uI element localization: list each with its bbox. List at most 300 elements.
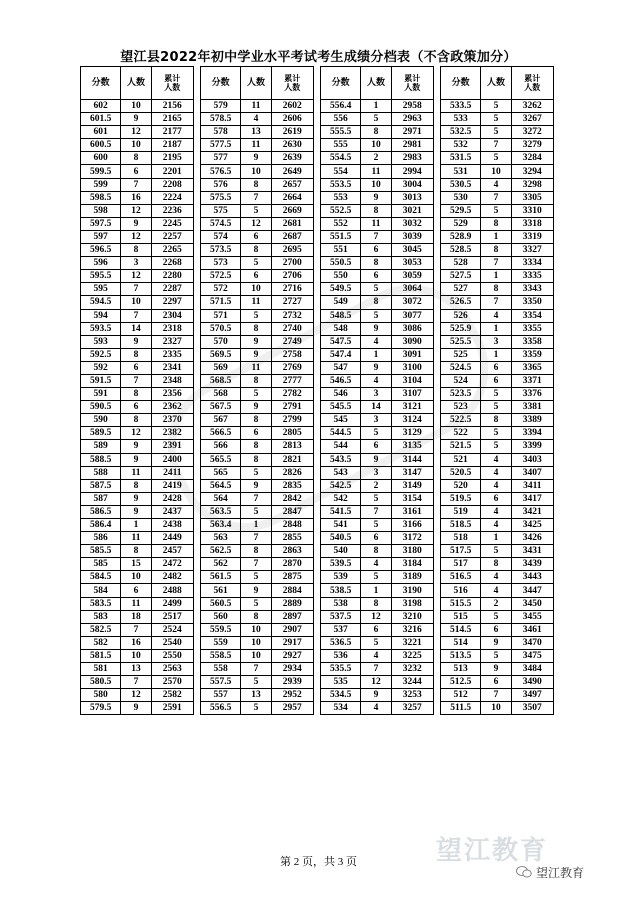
- table-row: [321, 309, 434, 322]
- cell-count: 6: [361, 440, 391, 453]
- cell-count: 8: [241, 244, 271, 257]
- cell-cumulative: 2799: [271, 414, 313, 427]
- cell-count: 5: [481, 440, 511, 453]
- cell-score: 529.5: [441, 204, 481, 217]
- header-cumulative: [511, 67, 553, 100]
- cell-count: 10: [121, 139, 151, 152]
- cell-score: 556: [321, 113, 361, 126]
- cell-count: 8: [241, 414, 271, 427]
- cell-score: 573: [201, 257, 241, 270]
- cell-score: 556.5: [201, 702, 241, 715]
- cell-score: 567.5: [201, 401, 241, 414]
- table-row: [441, 649, 554, 662]
- cell-cumulative: 3262: [511, 100, 553, 113]
- account-logo-area: [436, 830, 626, 890]
- cell-score: 565.5: [201, 453, 241, 466]
- cell-count: 9: [121, 492, 151, 505]
- cell-count: 12: [121, 270, 151, 283]
- table-row: [441, 204, 554, 217]
- cell-score: 528: [441, 257, 481, 270]
- table-row: [441, 558, 554, 571]
- cell-count: 10: [241, 283, 271, 296]
- cell-score: 558.5: [201, 649, 241, 662]
- table-row: [81, 479, 194, 492]
- cell-cumulative: 3216: [391, 623, 433, 636]
- cell-score: 518.5: [441, 519, 481, 532]
- cell-score: 517: [441, 558, 481, 571]
- cell-count: 8: [121, 388, 151, 401]
- table-row: [81, 374, 194, 387]
- cell-count: 9: [121, 505, 151, 518]
- cell-score: 585: [81, 558, 121, 571]
- table-row: [81, 283, 194, 296]
- cell-cumulative: 3190: [391, 584, 433, 597]
- cell-cumulative: 3403: [511, 453, 553, 466]
- cell-count: 8: [121, 545, 151, 558]
- cell-cumulative: 2971: [391, 126, 433, 139]
- cell-cumulative: 2884: [271, 584, 313, 597]
- cell-cumulative: 3365: [511, 361, 553, 374]
- cell-cumulative: 3411: [511, 479, 553, 492]
- cell-cumulative: 2304: [151, 309, 193, 322]
- cell-cumulative: 2224: [151, 191, 193, 204]
- cell-count: 1: [361, 584, 391, 597]
- cell-count: 2: [361, 152, 391, 165]
- cell-count: 11: [241, 100, 271, 113]
- table-row: [201, 361, 314, 374]
- table-row: [81, 113, 194, 126]
- score-table-1: [80, 66, 194, 715]
- cell-count: 8: [241, 610, 271, 623]
- cell-score: 553: [321, 191, 361, 204]
- table-row: [81, 296, 194, 309]
- cell-count: 3: [361, 466, 391, 479]
- table-row: [81, 571, 194, 584]
- cell-cumulative: 2958: [391, 100, 433, 113]
- cell-count: 4: [481, 453, 511, 466]
- cell-count: 1: [361, 100, 391, 113]
- table-row: [321, 230, 434, 243]
- cell-score: 549.5: [321, 283, 361, 296]
- cell-score: 556.4: [321, 100, 361, 113]
- cell-score: 578.5: [201, 113, 241, 126]
- cell-cumulative: 2957: [271, 702, 313, 715]
- header-count: 人数: [241, 67, 271, 100]
- table-row: [441, 545, 554, 558]
- cell-count: 10: [241, 649, 271, 662]
- table-row: [321, 283, 434, 296]
- cell-cumulative: 3013: [391, 191, 433, 204]
- cell-score: 593: [81, 335, 121, 348]
- cell-cumulative: 3470: [511, 636, 553, 649]
- cell-score: 522.5: [441, 414, 481, 427]
- cell-score: 535: [321, 676, 361, 689]
- cell-count: 8: [121, 152, 151, 165]
- cell-count: 11: [121, 597, 151, 610]
- cell-cumulative: 3475: [511, 649, 553, 662]
- cell-cumulative: 3484: [511, 663, 553, 676]
- cell-count: 13: [241, 126, 271, 139]
- cell-count: 5: [481, 649, 511, 662]
- cell-score: 567: [201, 414, 241, 427]
- cell-score: 601: [81, 126, 121, 139]
- cell-count: 7: [361, 663, 391, 676]
- cell-cumulative: 3399: [511, 440, 553, 453]
- cell-count: 7: [241, 532, 271, 545]
- cell-cumulative: 3343: [511, 283, 553, 296]
- cell-score: 535.5: [321, 663, 361, 676]
- table-row: [201, 152, 314, 165]
- cell-score: 559.5: [201, 623, 241, 636]
- cell-count: 1: [481, 270, 511, 283]
- cell-count: 9: [361, 453, 391, 466]
- cell-score: 513.5: [441, 649, 481, 662]
- cell-score: 599.5: [81, 165, 121, 178]
- cell-score: 540: [321, 545, 361, 558]
- table-row: [441, 257, 554, 270]
- cell-score: 596: [81, 257, 121, 270]
- cell-score: 519.5: [441, 492, 481, 505]
- table-row: [201, 322, 314, 335]
- cell-cumulative: 2782: [271, 388, 313, 401]
- cell-cumulative: 2835: [271, 479, 313, 492]
- cell-cumulative: 2732: [271, 309, 313, 322]
- cell-cumulative: 2499: [151, 597, 193, 610]
- cell-score: 523.5: [441, 388, 481, 401]
- cell-score: 532.5: [441, 126, 481, 139]
- table-row: [81, 178, 194, 191]
- cell-cumulative: 2245: [151, 217, 193, 230]
- cell-cumulative: 3318: [511, 217, 553, 230]
- table-row: [321, 335, 434, 348]
- cell-score: 519: [441, 505, 481, 518]
- cell-cumulative: 2348: [151, 374, 193, 387]
- cell-score: 534.5: [321, 689, 361, 702]
- table-row: [81, 636, 194, 649]
- cell-score: 590: [81, 414, 121, 427]
- table-row: [321, 178, 434, 191]
- cell-cumulative: 2524: [151, 623, 193, 636]
- cell-score: 550.5: [321, 257, 361, 270]
- table-row: [321, 505, 434, 518]
- table-row: [81, 505, 194, 518]
- cell-cumulative: 2563: [151, 663, 193, 676]
- header-cumulative-line1: 累计: [404, 74, 421, 83]
- cell-score: 547: [321, 361, 361, 374]
- cell-count: 5: [481, 545, 511, 558]
- table-row: [441, 335, 554, 348]
- table-row: [321, 453, 434, 466]
- cell-cumulative: 2438: [151, 519, 193, 532]
- cell-score: 572: [201, 283, 241, 296]
- cell-cumulative: 2391: [151, 440, 193, 453]
- table-row: [441, 139, 554, 152]
- header-cumulative-line1: 累计: [284, 74, 301, 83]
- cell-cumulative: 2758: [271, 348, 313, 361]
- cell-cumulative: 2855: [271, 532, 313, 545]
- cell-score: 599: [81, 178, 121, 191]
- cell-score: 586.4: [81, 519, 121, 532]
- cell-score: 530.5: [441, 178, 481, 191]
- cell-count: 4: [481, 479, 511, 492]
- table-row: [441, 244, 554, 257]
- table-row: [441, 702, 554, 715]
- cell-cumulative: 2265: [151, 244, 193, 257]
- cell-cumulative: 2582: [151, 689, 193, 702]
- cell-score: 512: [441, 689, 481, 702]
- cell-count: 9: [241, 152, 271, 165]
- cell-cumulative: 2821: [271, 453, 313, 466]
- cell-score: 534: [321, 702, 361, 715]
- cell-cumulative: 3447: [511, 584, 553, 597]
- cell-count: 7: [121, 178, 151, 191]
- table-row: [321, 545, 434, 558]
- table-row: [441, 113, 554, 126]
- table-row: [321, 244, 434, 257]
- table-row: [81, 230, 194, 243]
- cell-cumulative: 3267: [511, 113, 553, 126]
- cell-count: 8: [121, 348, 151, 361]
- cell-score: 566.5: [201, 427, 241, 440]
- cell-count: 9: [241, 584, 271, 597]
- table-row: [81, 676, 194, 689]
- table-row: [81, 689, 194, 702]
- table-row: [81, 322, 194, 335]
- cell-count: 8: [361, 126, 391, 139]
- cell-cumulative: 2952: [271, 689, 313, 702]
- cell-cumulative: 2863: [271, 545, 313, 558]
- table-row: [201, 571, 314, 584]
- cell-count: 8: [241, 545, 271, 558]
- cell-score: 530: [441, 191, 481, 204]
- cell-score: 520: [441, 479, 481, 492]
- table-row: [441, 414, 554, 427]
- table-row: [81, 649, 194, 662]
- table-row: [81, 532, 194, 545]
- cell-count: 4: [481, 309, 511, 322]
- cell-score: 545: [321, 414, 361, 427]
- cell-count: 5: [481, 427, 511, 440]
- cell-score: 579.5: [81, 702, 121, 715]
- cell-count: 1: [121, 519, 151, 532]
- cell-cumulative: 2727: [271, 296, 313, 309]
- cell-count: 11: [241, 296, 271, 309]
- table-row: [201, 244, 314, 257]
- cell-count: 8: [121, 479, 151, 492]
- table-row: [321, 584, 434, 597]
- cell-cumulative: 2769: [271, 361, 313, 374]
- cell-cumulative: 3072: [391, 296, 433, 309]
- cell-score: 533: [441, 113, 481, 126]
- cell-cumulative: 3421: [511, 505, 553, 518]
- cell-cumulative: 2687: [271, 230, 313, 243]
- cell-cumulative: 3124: [391, 414, 433, 427]
- cell-count: 6: [121, 165, 151, 178]
- cell-cumulative: 3077: [391, 309, 433, 322]
- cell-score: 571: [201, 309, 241, 322]
- cell-count: 10: [481, 702, 511, 715]
- cell-score: 578: [201, 126, 241, 139]
- cell-score: 521.5: [441, 440, 481, 453]
- cell-cumulative: 3257: [391, 702, 433, 715]
- cell-count: 10: [241, 636, 271, 649]
- cell-count: 10: [121, 571, 151, 584]
- table-row: [321, 126, 434, 139]
- cell-count: 5: [361, 113, 391, 126]
- cell-count: 5: [481, 126, 511, 139]
- cell-count: 14: [121, 322, 151, 335]
- cell-score: 524.5: [441, 361, 481, 374]
- header-count: 人数: [481, 67, 511, 100]
- cell-score: 546.5: [321, 374, 361, 387]
- cell-score: 552.5: [321, 204, 361, 217]
- cell-score: 568.5: [201, 374, 241, 387]
- cell-count: 5: [241, 309, 271, 322]
- cell-cumulative: 3417: [511, 492, 553, 505]
- cell-count: 4: [241, 113, 271, 126]
- table-row: [201, 270, 314, 283]
- cell-count: 7: [361, 230, 391, 243]
- cell-cumulative: 2457: [151, 545, 193, 558]
- cell-score: 514: [441, 636, 481, 649]
- cell-cumulative: 2382: [151, 427, 193, 440]
- table-row: [441, 126, 554, 139]
- cell-cumulative: 2437: [151, 505, 193, 518]
- cell-cumulative: 3376: [511, 388, 553, 401]
- cell-score: 561: [201, 584, 241, 597]
- table-row: [81, 610, 194, 623]
- cell-count: 9: [121, 440, 151, 453]
- cell-cumulative: 2411: [151, 466, 193, 479]
- cell-cumulative: 2591: [151, 702, 193, 715]
- cell-count: 5: [361, 519, 391, 532]
- header-cumulative-line2: 人数: [284, 83, 301, 92]
- cell-count: 12: [121, 126, 151, 139]
- cell-count: 15: [121, 558, 151, 571]
- cell-score: 516: [441, 584, 481, 597]
- cell-cumulative: 2897: [271, 610, 313, 623]
- cell-count: 9: [121, 113, 151, 126]
- table-row: [441, 165, 554, 178]
- cell-score: 587.5: [81, 479, 121, 492]
- cell-cumulative: 2649: [271, 165, 313, 178]
- cell-cumulative: 3198: [391, 597, 433, 610]
- table-row: [441, 597, 554, 610]
- cell-cumulative: 2983: [391, 152, 433, 165]
- table-row: [81, 545, 194, 558]
- cell-score: 543: [321, 466, 361, 479]
- cell-cumulative: 2907: [271, 623, 313, 636]
- cell-count: 9: [361, 689, 391, 702]
- cell-count: 10: [361, 139, 391, 152]
- table-row: [321, 636, 434, 649]
- cell-score: 574.5: [201, 217, 241, 230]
- cell-cumulative: 3149: [391, 479, 433, 492]
- cell-count: 7: [481, 296, 511, 309]
- cell-score: 520.5: [441, 466, 481, 479]
- table-row: [321, 519, 434, 532]
- cell-count: 4: [361, 558, 391, 571]
- cell-count: 5: [481, 100, 511, 113]
- cell-count: 9: [361, 361, 391, 374]
- cell-count: 4: [481, 571, 511, 584]
- score-table-3: [320, 66, 434, 715]
- table-row: [321, 492, 434, 505]
- cell-score: 590.5: [81, 401, 121, 414]
- cell-cumulative: 3359: [511, 348, 553, 361]
- cell-score: 595: [81, 283, 121, 296]
- table-row: [441, 479, 554, 492]
- cell-cumulative: 3091: [391, 348, 433, 361]
- cell-count: 4: [361, 702, 391, 715]
- cell-count: 6: [481, 676, 511, 689]
- table-row: [201, 257, 314, 270]
- cell-count: 6: [241, 230, 271, 243]
- table-row: [81, 244, 194, 257]
- header-score: 分数: [441, 67, 481, 100]
- cell-score: 560: [201, 610, 241, 623]
- cell-score: 526.5: [441, 296, 481, 309]
- cell-score: 600: [81, 152, 121, 165]
- table-row: [201, 113, 314, 126]
- cell-count: 5: [361, 427, 391, 440]
- cell-score: 515: [441, 610, 481, 623]
- table-row: [201, 401, 314, 414]
- table-row: [441, 361, 554, 374]
- cell-score: 584.5: [81, 571, 121, 584]
- cell-count: 8: [121, 414, 151, 427]
- table-row: [321, 466, 434, 479]
- table-row: [201, 584, 314, 597]
- cell-cumulative: 2335: [151, 348, 193, 361]
- table-row: [201, 440, 314, 453]
- cell-score: 592: [81, 361, 121, 374]
- cell-cumulative: 3319: [511, 230, 553, 243]
- cell-count: 8: [241, 453, 271, 466]
- cell-cumulative: 2740: [271, 322, 313, 335]
- cell-count: 2: [481, 597, 511, 610]
- cell-score: 547.5: [321, 335, 361, 348]
- cell-count: 8: [121, 244, 151, 257]
- cell-score: 594: [81, 309, 121, 322]
- table-row: [321, 100, 434, 113]
- cell-score: 600.5: [81, 139, 121, 152]
- table-row: [81, 702, 194, 715]
- cell-cumulative: 2297: [151, 296, 193, 309]
- table-row: [81, 440, 194, 453]
- table-row: [201, 545, 314, 558]
- table-row: [81, 191, 194, 204]
- cell-score: 528.9: [441, 230, 481, 243]
- cell-count: 9: [121, 453, 151, 466]
- cell-cumulative: 2165: [151, 113, 193, 126]
- cell-score: 547.4: [321, 348, 361, 361]
- cell-count: 10: [121, 100, 151, 113]
- cell-score: 563: [201, 532, 241, 545]
- cell-cumulative: 3305: [511, 191, 553, 204]
- cell-cumulative: 2875: [271, 571, 313, 584]
- table-row: [201, 649, 314, 662]
- cell-count: 8: [361, 296, 391, 309]
- table-row: [81, 217, 194, 230]
- table-row: [321, 388, 434, 401]
- table-row: [81, 401, 194, 414]
- cell-count: 6: [481, 374, 511, 387]
- table-row: [321, 348, 434, 361]
- table-row: [321, 649, 434, 662]
- cell-cumulative: 3450: [511, 597, 553, 610]
- cell-cumulative: 2842: [271, 492, 313, 505]
